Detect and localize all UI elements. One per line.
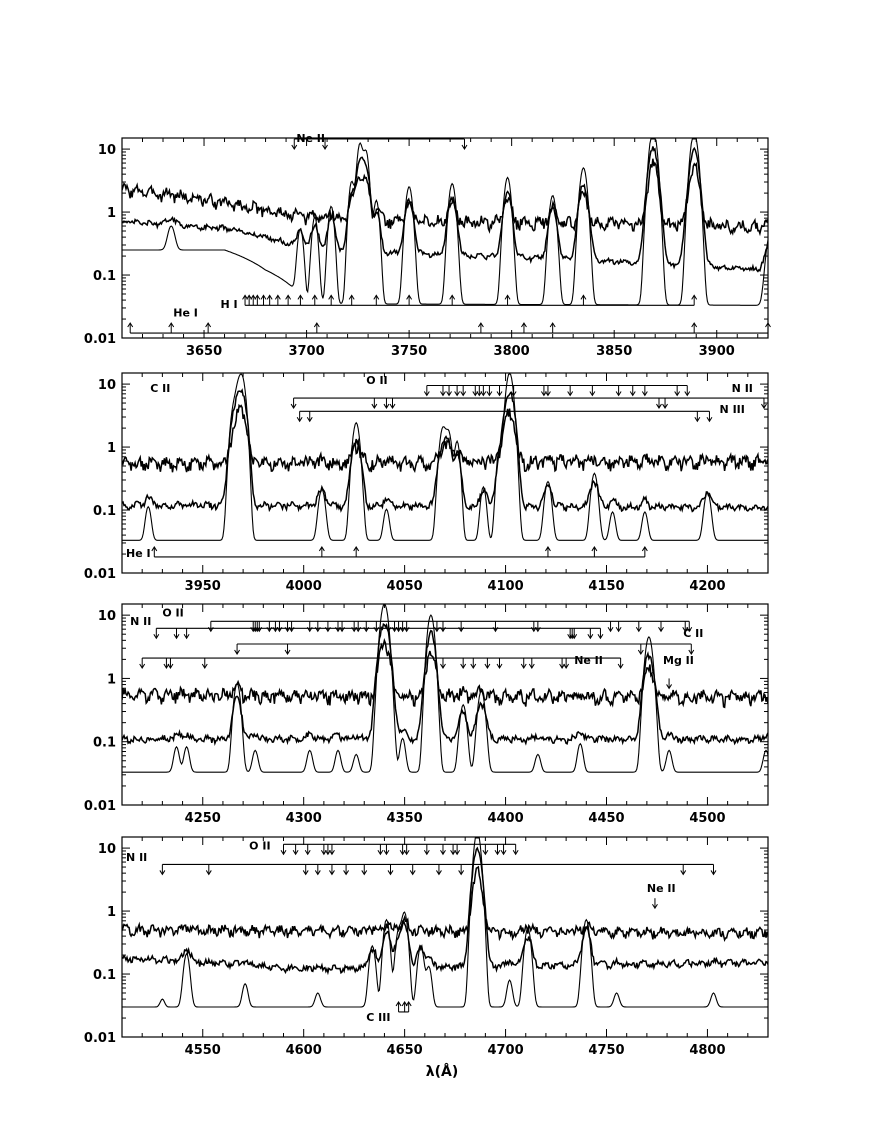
ion-label: He I [173, 306, 198, 320]
y-tick-label: 0.01 [83, 799, 116, 814]
line-id-ladder [160, 864, 716, 874]
y-tick-label: 0.01 [83, 567, 116, 582]
ion-label: O II [366, 374, 388, 388]
x-tick-label: 4700 [487, 1043, 524, 1058]
spectrum-series-1 [122, 641, 768, 708]
x-tick-label: 3800 [493, 344, 530, 359]
spectra-group [122, 838, 768, 1007]
y-tick-label: 0.1 [92, 968, 116, 984]
y-tick-label: 1 [106, 441, 116, 457]
x-tick-label: 4350 [386, 811, 423, 826]
x-tick-label: 4250 [184, 811, 221, 826]
y-tick-label: 1 [106, 672, 116, 688]
line-id-ladder [154, 628, 603, 638]
x-tick-label: 3900 [698, 344, 735, 359]
ion-label: O II [249, 839, 271, 853]
spectrum-series-3 [122, 374, 768, 540]
x-tick-label: 4450 [588, 811, 625, 826]
x-axis-title: λ(Å) [425, 1064, 459, 1080]
ion-label: Ne II [296, 131, 326, 145]
panel-4 [84, 837, 768, 1058]
ion-label: C III [366, 1010, 391, 1024]
line-id-ladder [396, 1002, 411, 1012]
y-tick-label: 0.01 [83, 1031, 116, 1046]
line-id-ladder [128, 323, 771, 333]
x-tick-label: 3700 [288, 344, 325, 359]
y-tick-label: 10 [97, 378, 116, 394]
panel-2 [84, 373, 768, 594]
spectrum-series-1 [122, 159, 768, 234]
spectrum-series-3 [122, 838, 768, 1007]
spectra-group [122, 139, 768, 305]
ion-label: Mg II [663, 653, 694, 667]
y-tick-label: 1 [106, 905, 116, 921]
spectrum-series-3 [122, 605, 768, 772]
y-tick-label: 10 [97, 609, 116, 625]
panel-frame [122, 373, 768, 573]
x-tick-label: 4750 [588, 1043, 625, 1058]
x-tick-label: 4800 [689, 1043, 726, 1058]
line-id-ladder [208, 621, 691, 631]
x-tick-label: 4650 [386, 1043, 423, 1058]
y-tick-label: 0.1 [92, 504, 116, 520]
line-id-ladder [152, 547, 648, 557]
ion-label: O II [162, 606, 184, 620]
line-id-ladder [424, 385, 689, 395]
line-id-ladder [235, 644, 694, 654]
x-tick-label: 4200 [689, 579, 726, 594]
spectrum-series-1 [122, 867, 768, 940]
ion-label: Ne II [574, 653, 603, 667]
y-tick-label: 0.1 [92, 735, 116, 751]
spectrum-series-2 [122, 390, 768, 511]
line-id-ladder [652, 898, 657, 908]
panel-1 [84, 132, 771, 359]
spectra-group [122, 374, 768, 540]
y-tick-label: 1 [106, 206, 116, 222]
x-tick-label: 3650 [185, 344, 223, 359]
x-tick-label: 4050 [386, 579, 423, 594]
y-tick-label: 0.1 [92, 269, 116, 285]
ion-label: N III [719, 402, 745, 416]
y-tick-label: 10 [97, 842, 116, 858]
ion-label: H I [220, 297, 238, 311]
ion-label: Ne II [646, 882, 676, 896]
panel-frame [122, 604, 768, 805]
x-tick-label: 3850 [596, 344, 633, 359]
x-tick-label: 4500 [689, 811, 726, 826]
y-tick-label: 10 [97, 143, 116, 159]
line-id-ladder [291, 398, 766, 408]
ion-label: N II [126, 851, 148, 865]
line-id-ladder [667, 678, 672, 688]
panels [84, 132, 771, 1058]
x-tick-label: 4100 [487, 579, 524, 594]
ion-label: C II [683, 627, 704, 641]
spectrum-series-2 [122, 848, 768, 973]
x-tick-label: 4600 [285, 1043, 322, 1058]
y-tick-label: 0.01 [83, 332, 116, 347]
x-tick-label: 3950 [184, 579, 221, 594]
x-tick-label: 4000 [285, 579, 322, 594]
x-tick-label: 4400 [487, 811, 524, 826]
ion-label: He I [126, 546, 151, 560]
line-id-ladder [281, 844, 518, 854]
spectra-group [122, 605, 768, 772]
x-tick-label: 4550 [184, 1043, 221, 1058]
panel-3 [84, 604, 768, 826]
x-tick-label: 4300 [285, 811, 322, 826]
ion-label: N II [731, 381, 753, 395]
spectrum-series-2 [122, 624, 768, 744]
line-id-ladder [140, 658, 623, 668]
x-tick-label: 4150 [588, 579, 625, 594]
ion-label: N II [130, 614, 152, 628]
ion-label: C II [150, 381, 171, 395]
x-tick-label: 3750 [391, 344, 428, 359]
